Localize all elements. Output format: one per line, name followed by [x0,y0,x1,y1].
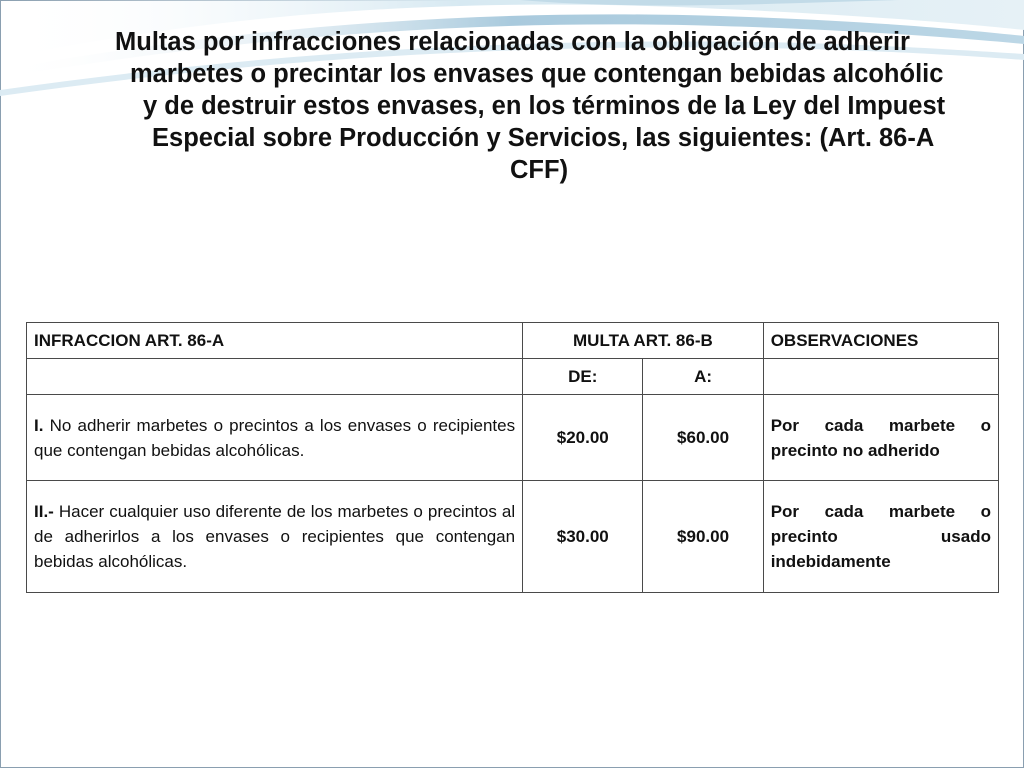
infraccion-text: Hacer cualquier uso diferente de los marbetes o precintos al de adherirlos a los envases o recipientes que contengan bebidas alcohólicas. [34,502,516,571]
observaciones-cell: Por cada marbete o precinto usado indebidamente [763,481,998,593]
table-header-row [27,323,999,359]
subheader-a: A: [643,359,763,395]
subheader-empty [27,359,523,395]
subheader-empty [763,359,998,395]
infraccion-cell [27,395,523,481]
title-line: Especial sobre Producción y Servicios, las siguientes: (Art. 86-A [152,124,935,152]
title-line: Multas por infracciones relacionadas con la obligación de adherir [115,28,910,56]
fines-table [26,322,999,593]
observaciones-cell: Por cada marbete o precinto no adherido [763,395,998,481]
slide-title [100,26,1024,186]
multa-a-cell: $60.00 [643,395,763,481]
header-multa: MULTA ART. 86-B [523,323,764,359]
multa-de-cell: $30.00 [523,481,643,593]
title-line: marbetes o precintar los envases que contengan bebidas alcohólic [130,60,944,88]
title-line: y de destruir estos envases, en los términos de la Ley del Impuest [143,92,946,120]
header-observaciones: OBSERVACIONES [763,323,998,359]
multa-de-cell: $20.00 [523,395,643,481]
table-row [27,395,999,481]
header-infraccion: INFRACCION ART. 86-A [27,323,523,359]
table-subheader-row [27,359,999,395]
infraccion-numeral: I. [34,415,44,435]
infraccion-cell [27,481,523,593]
title-line: CFF) [510,156,569,184]
infraccion-text: No adherir marbetes o precintos a los envases o recipientes que contengan bebidas alcohólicas. [34,415,516,460]
subheader-de: DE: [523,359,643,395]
table-row [27,481,999,593]
infraccion-numeral: II.- [34,502,54,521]
multa-a-cell: $90.00 [643,481,763,593]
